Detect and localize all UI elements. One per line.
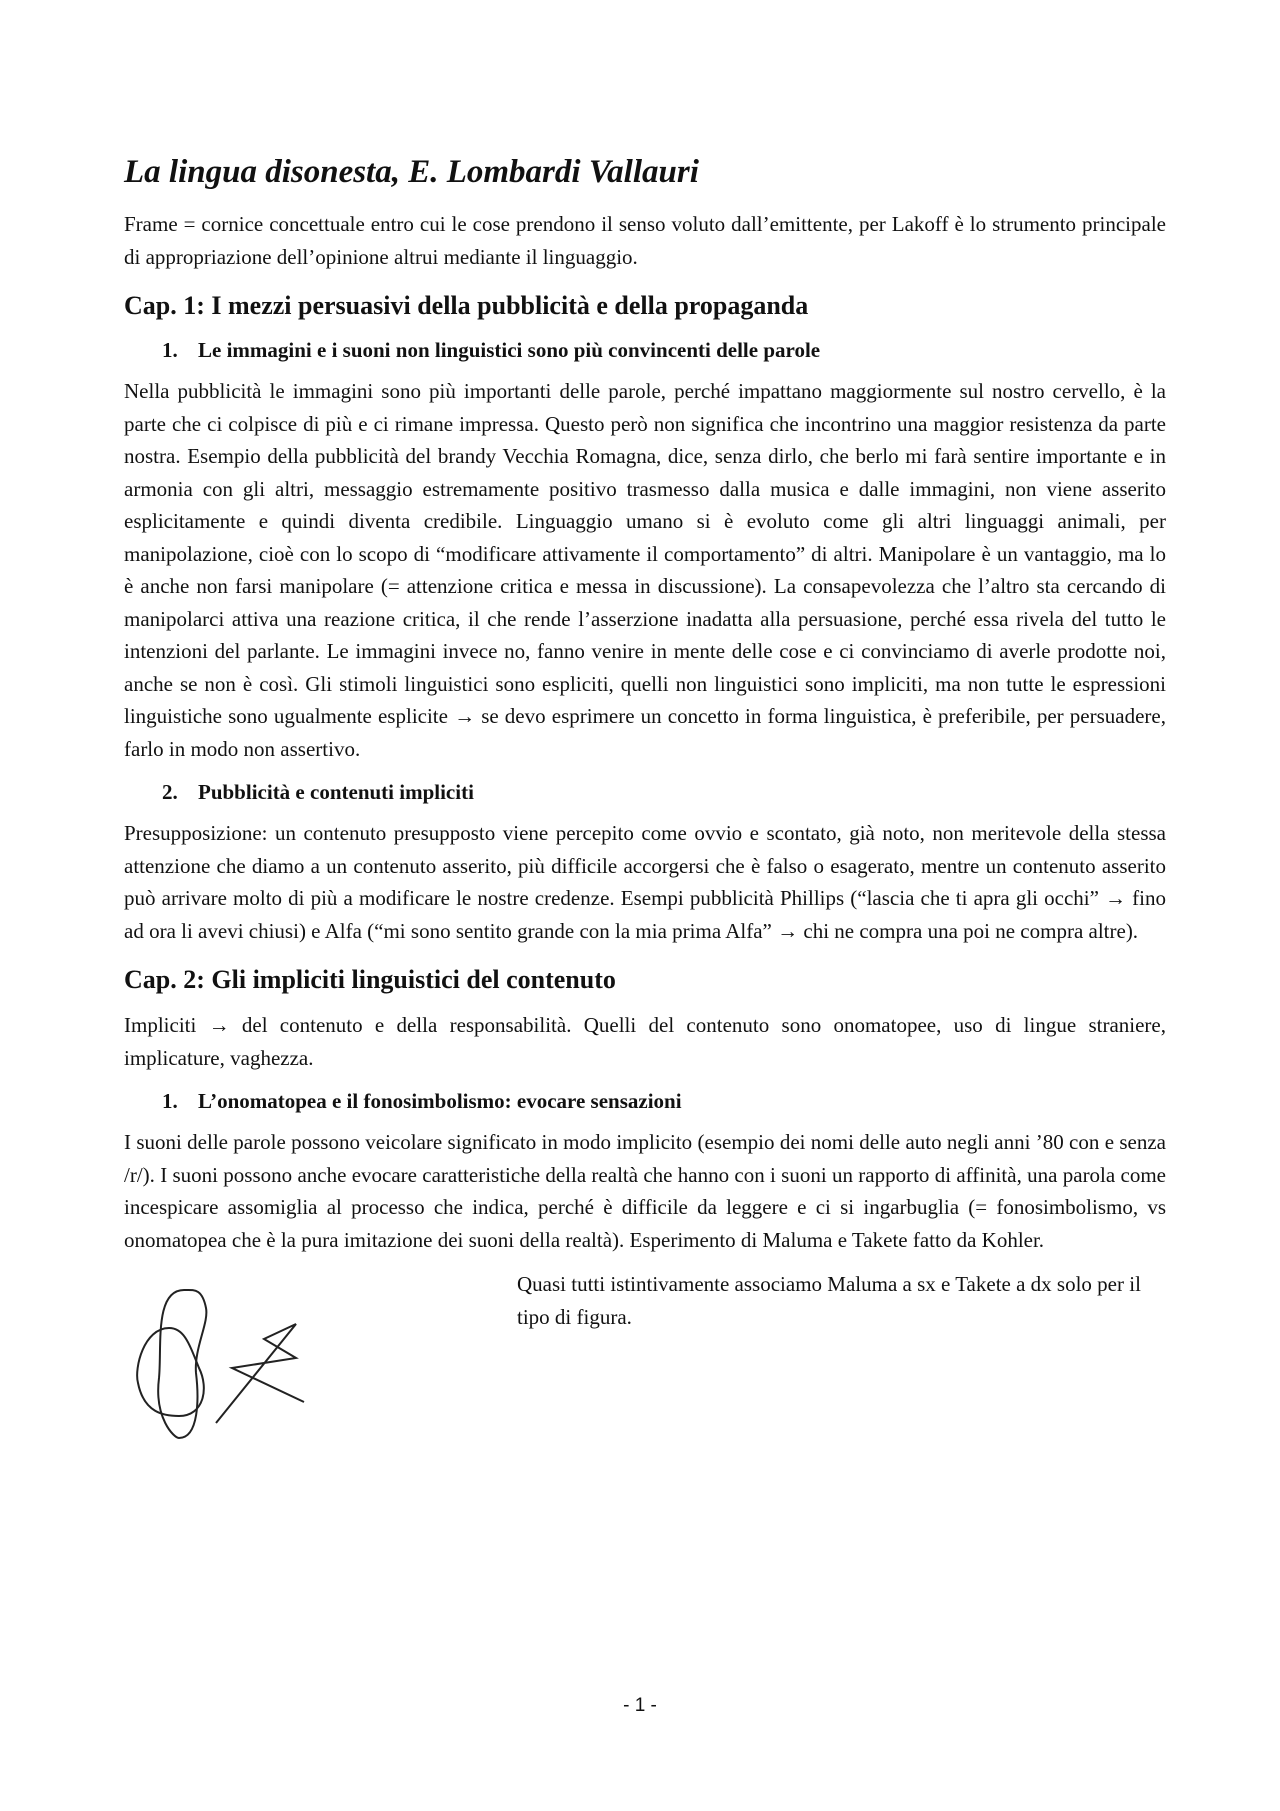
document-title: La lingua disonesta, E. Lombardi Vallauri	[124, 154, 699, 190]
section-title: Le immagini e i suoni non linguistici sono più convincenti delle parole	[198, 338, 821, 362]
section-heading	[162, 335, 1166, 365]
section-heading	[162, 777, 1166, 807]
figure-row	[124, 1268, 1166, 1458]
chapter-1-heading: Cap. 1: I mezzi persuasivi della pubblicità e della propaganda	[124, 291, 809, 320]
maluma-shape-loop	[137, 1328, 204, 1416]
section-heading	[162, 1086, 1166, 1116]
intro-paragraph: Frame = cornice concettuale entro cui le cose prendono il senso voluto dall’emittente, per Lakoff è lo strumento principale di appropriazione dell’opinione altrui mediante il linguaggio.	[124, 212, 1166, 269]
maluma-takete-figure	[124, 1268, 509, 1458]
section-number: 2.	[162, 780, 178, 804]
section-title: L’onomatopea e il fonosimbolismo: evocare sensazioni	[198, 1089, 682, 1113]
document-page	[124, 152, 1166, 1458]
takete-shape	[216, 1324, 304, 1423]
figure-caption: Quasi tutti istintivamente associamo Maluma a sx e Takete a dx solo per il tipo di figura.	[517, 1272, 1141, 1329]
section-paragraph: Presupposizione: un contenuto presupposto viene percepito come ovvio e scontato, già noto, non meritevole della stessa attenzione che diamo a un contenuto asserito, più difficile accorgersi che è falso o esagerato, mentre un contenuto asserito può arrivare molto di più a modificare le nostre credenze. Esempi pubblicità Phillips (“lascia che ti apra gli occhi” → fino ad ora li avevi chiusi) e Alfa (“mi sono sentito grande con la mia prima Alfa” → chi ne compra una poi ne compra altre).	[124, 821, 1166, 943]
section-number: 1.	[162, 338, 178, 362]
section-number: 1.	[162, 1089, 178, 1113]
page-number: - 1 -	[623, 1695, 657, 1716]
section-title: Pubblicità e contenuti impliciti	[198, 780, 474, 804]
section-paragraph: Nella pubblicità le immagini sono più importanti delle parole, perché impattano maggiormente sul nostro cervello, è la parte che ci colpisce di più e ci rimane impressa. Questo però non significa che incontrino una maggior resistenza da parte nostra. Esempio della pubblicità del brandy Vecchia Romagna, dice, senza dirlo, che berlo mi farà sentire importante e in armonia con gli altri, messaggio estremamente positivo trasmesso dalla musica e dalle immagini, non viene asserito esplicitamente e quindi diventa credibile. Linguaggio umano si è evoluto come gli altri linguaggi animali, per manipolazione, cioè con lo scopo di “modificare attivamente il comportamento” di altri. Manipolare è un vantaggio, ma lo è anche non farsi manipolare (= attenzione critica e messa in discussione). La consapevolezza che l’altro sta cercando di manipolarci attiva una reazione critica, il che rende l’asserzione inadatta alla persuasione, perché essa rivela del tutto le intenzioni del parlante. Le immagini invece no, fanno venire in mente delle cose e ci convinciamo di averle prodotte noi, anche se non è così. Gli stimoli linguistici sono espliciti, quelli non linguistici sono impliciti, ma non tutte le espressioni linguistiche sono ugualmente esplicite → se devo esprimere un concetto in forma linguistica, è preferibile, per persuadere, farlo in modo non assertivo.	[124, 379, 1166, 761]
chapter-intro: Impliciti → del contenuto e della responsabilità. Quelli del contenuto sono onomatopee, uso di lingue straniere, implicature, vaghezza.	[124, 1013, 1166, 1070]
chapter-2-heading: Cap. 2: Gli impliciti linguistici del contenuto	[124, 965, 616, 994]
section-paragraph: I suoni delle parole possono veicolare significato in modo implicito (esempio dei nomi delle auto negli anni ’80 con e senza /r/). I suoni possono anche evocare caratteristiche della realtà che hanno con i suoni un rapporto di affinità, una parola come incespicare assomiglia al processo che indica, perché è difficile da leggere e ci si ingarbuglia (= fonosimbolismo, vs onomatopea che è la pura imitazione dei suoni della realtà). Esperimento di Maluma e Takete fatto da Kohler.	[124, 1130, 1166, 1252]
